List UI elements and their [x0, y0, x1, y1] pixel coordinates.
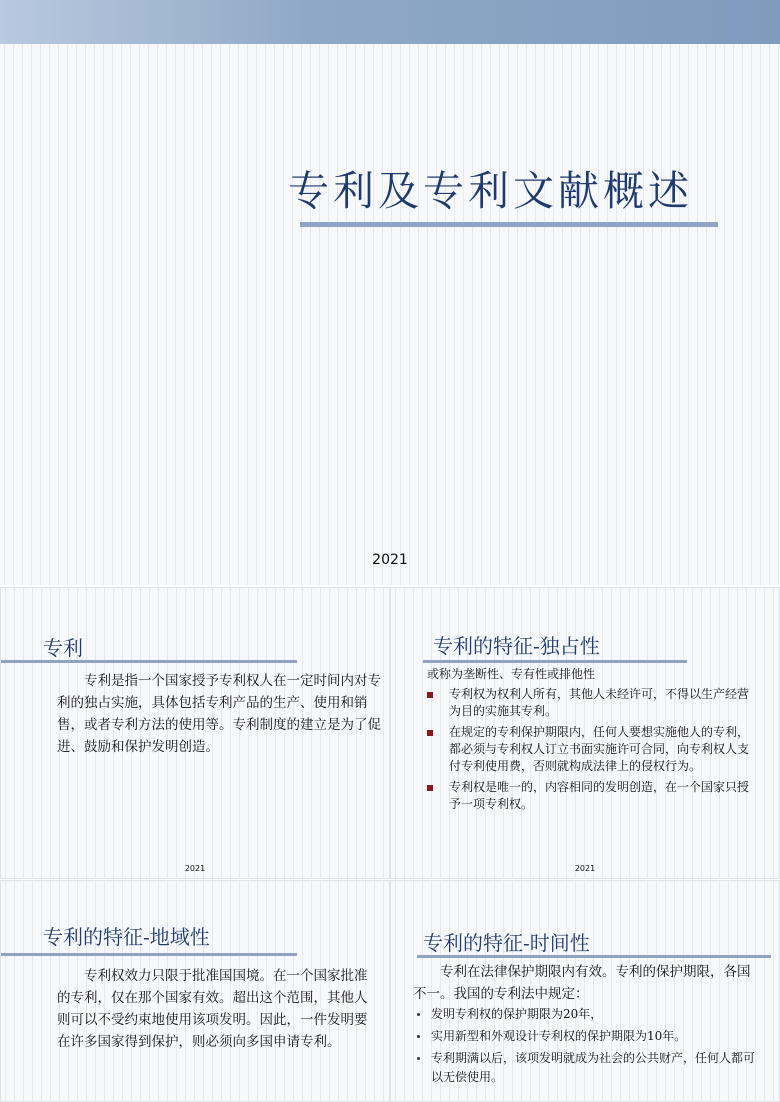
slide-title: 专利的特征-时间性 — [423, 931, 590, 955]
slide-title: 专利 — [43, 636, 83, 660]
title-rule — [423, 660, 687, 663]
list-item: 发明专利权的保护期限为20年， — [413, 1005, 763, 1024]
header-band — [0, 0, 780, 44]
list-item: 专利权为权利人所有，其他人未经许可，不得以生产经营为目的实施其专利。 — [423, 686, 753, 720]
square-bullet-icon — [427, 785, 433, 791]
title-rule — [1, 953, 297, 956]
dot-bullet-icon — [417, 1057, 420, 1060]
list-item: 专利权是唯一的，内容相同的发明创造，在一个国家只授予一项专利权。 — [423, 779, 753, 813]
main-year: 2021 — [372, 552, 408, 568]
bullet-list — [423, 686, 753, 817]
slide-year: 2021 — [574, 864, 596, 873]
slide-thumbnail-term[interactable] — [390, 880, 780, 1102]
list-item: 在规定的专利保护期限内，任何人要想实施他人的专利，都必须与专利权人订立书面实施许可合同，向专利权人支付专利使用费，否则就构成法律上的侵权行为。 — [423, 724, 753, 775]
title-rule — [417, 955, 771, 958]
dot-bullet-icon — [417, 1013, 420, 1016]
slide-title: 专利的特征-地域性 — [43, 925, 210, 949]
bullet-list — [413, 1005, 763, 1090]
main-title: 专利及专利文献概述 — [288, 167, 693, 215]
list-item: 实用新型和外观设计专利权的保护期限为10年。 — [413, 1027, 763, 1046]
dot-bullet-icon — [417, 1035, 420, 1038]
slide-year: 2021 — [184, 864, 206, 873]
slide-thumbnail-exclusivity[interactable] — [390, 587, 780, 879]
list-item: 专利期满以后，该项发明就成为社会的公共财产，任何人都可以无偿使用。 — [413, 1049, 763, 1087]
square-bullet-icon — [427, 730, 433, 736]
slide-thumbnail-patent[interactable] — [0, 587, 390, 879]
slide-body: 专利是指一个国家授予专利权人在一定时间内对专利的独占实施，具体包括专利产品的生产、使用和销售，或者专利方法的使用等。专利制度的建立是为了促进、鼓励和保护发明创造。 — [57, 673, 381, 755]
title-underline — [300, 222, 718, 227]
slide-body: 专利权效力只限于批准国国境。在一个国家批准的专利，仅在那个国家有效。超出这个范围，其他人则可以不受约束地使用该项发明。因此，一件发明要在许多国家得到保护，则必须向多国申请专利。 — [57, 968, 368, 1050]
slide-title: 专利的特征-独占性 — [433, 634, 600, 658]
square-bullet-icon — [427, 692, 433, 698]
title-rule — [1, 660, 297, 663]
slide-note: 或称为垄断性、专有性或排他性 — [427, 667, 596, 681]
slide-thumbnail-territoriality[interactable] — [0, 880, 390, 1102]
slide-body: 专利在法律保护期限内有效。专利的保护期限，各国不一。我国的专利法中规定： — [413, 964, 751, 1002]
